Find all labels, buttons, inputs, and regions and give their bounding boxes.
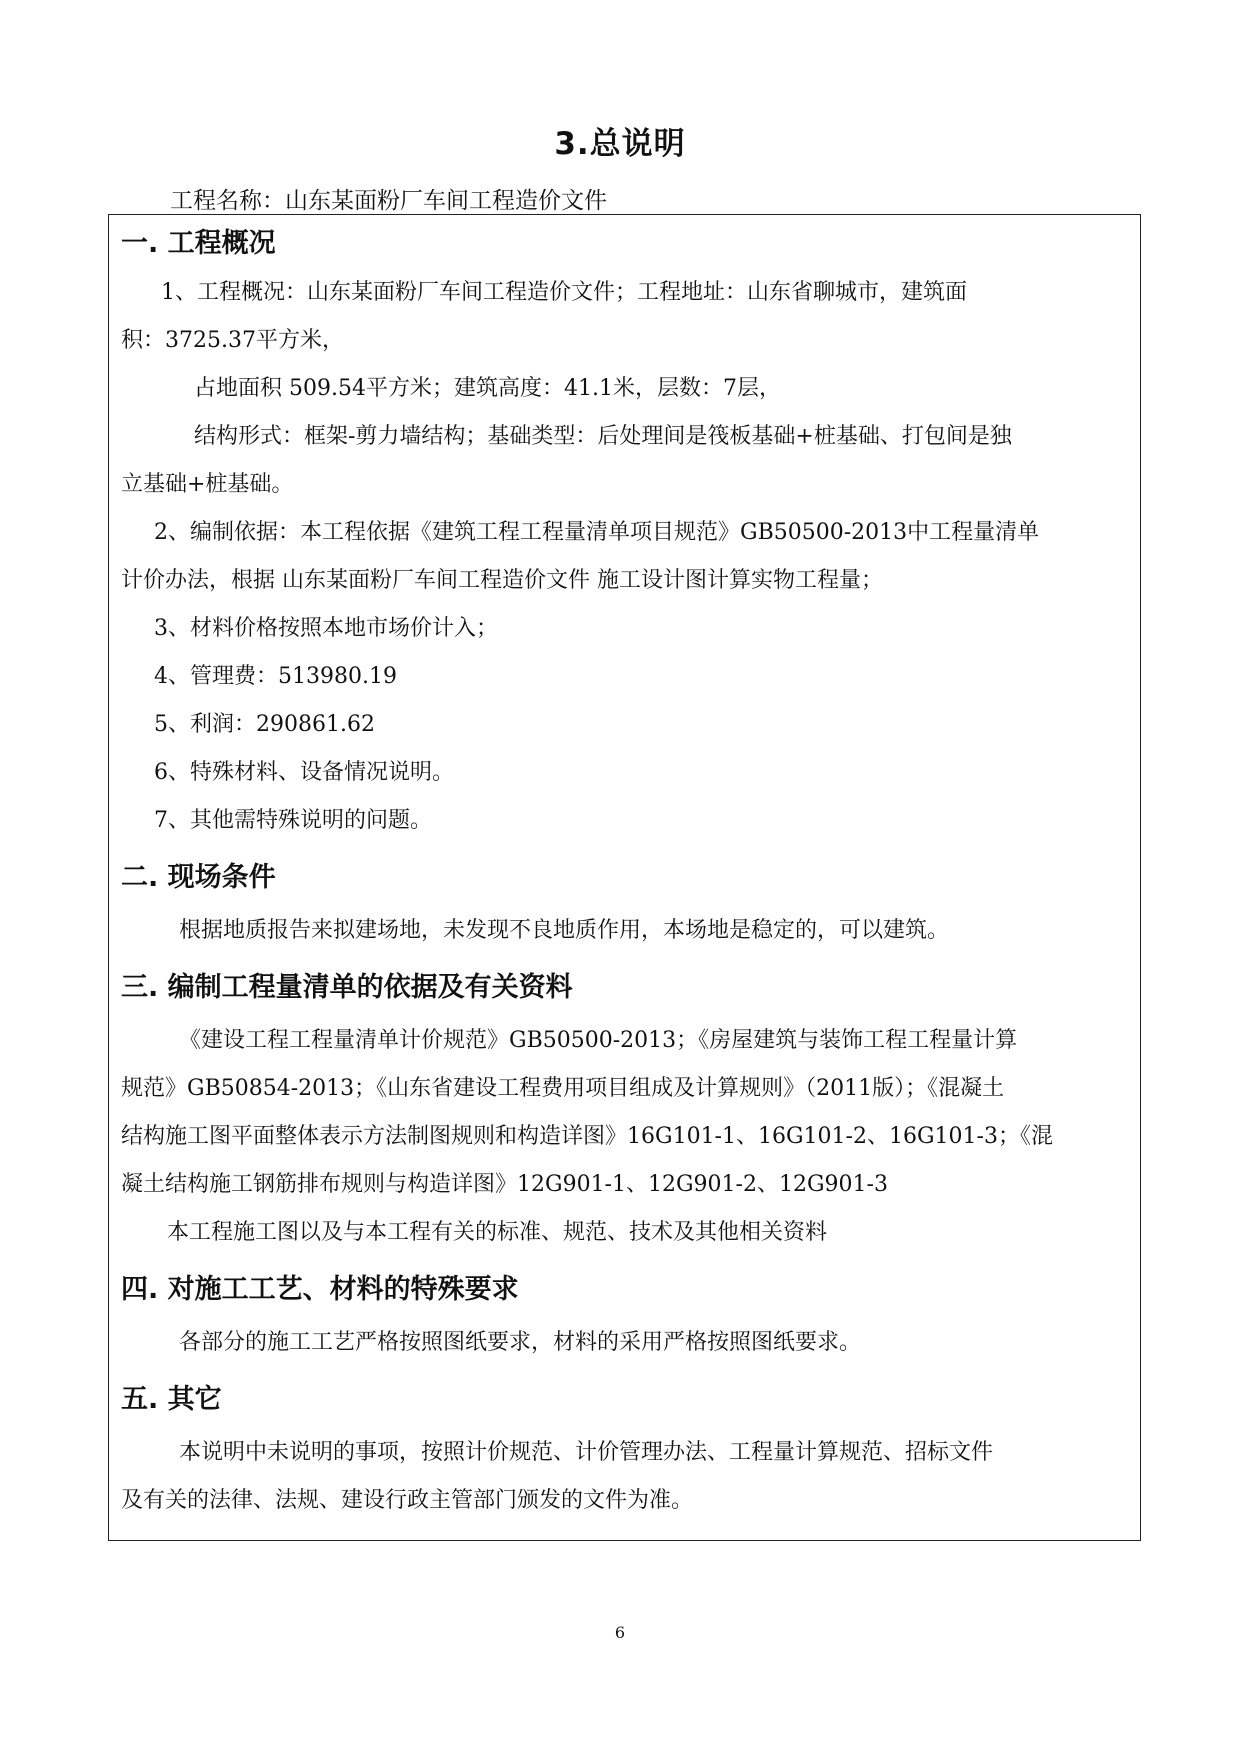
text-line: 3、材料价格按照本地市场价计入； (154, 616, 498, 641)
text-line: 5、利润：290861.62 (154, 712, 375, 737)
text-line: 积：3725.37平方米， (121, 328, 344, 353)
section-heading: 五. 其它 (121, 1384, 222, 1415)
text-line: 7、其他需特殊说明的问题。 (154, 808, 432, 833)
text-line: 规范》GB50854-2013；《山东省建设工程费用项目组成及计算规则》（2011版）；《混凝土 (121, 1076, 1005, 1101)
text-line: 1、工程概况：山东某面粉厂车间工程造价文件；工程地址：山东省聊城市，建筑面 (161, 280, 967, 305)
text-line: 本工程施工图以及与本工程有关的标准、规范、技术及其他相关资料 (167, 1220, 828, 1245)
text-line: 结构施工图平面整体表示方法制图规则和构造详图》16G101-1、16G101-2、16G101-3；《混 (121, 1124, 1053, 1149)
text-line: 立基础+桩基础。 (121, 472, 294, 497)
section-heading: 四. 对施工工艺、材料的特殊要求 (121, 1274, 519, 1305)
content-box (108, 214, 1141, 1541)
section-heading: 一. 工程概况 (121, 228, 276, 259)
page-title: 3.总说明 (554, 126, 686, 162)
text-line: 占地面积 509.54平方米；建筑高度：41.1米，层数：7层， (194, 376, 781, 401)
text-line: 6、特殊材料、设备情况说明。 (154, 760, 454, 785)
text-line: 2、编制依据：本工程依据《建筑工程工程量清单项目规范》GB50500-2013中工程量清单 (154, 520, 1040, 545)
text-line: 本说明中未说明的事项，按照计价规范、计价管理办法、工程量计算规范、招标文件 (179, 1440, 994, 1465)
section-heading: 二. 现场条件 (121, 862, 276, 893)
section-heading: 三. 编制工程量清单的依据及有关资料 (121, 972, 573, 1003)
text-line: 《建设工程工程量清单计价规范》GB50500-2013；《房屋建筑与装饰工程工程量计算 (179, 1028, 1018, 1053)
project-name-line: 工程名称：山东某面粉厂车间工程造价文件 (170, 188, 607, 214)
text-line: 凝土结构施工钢筋排布规则与构造详图》12G901-1、12G901-2、12G901-3 (121, 1172, 888, 1197)
text-line: 结构形式：框架-剪力墙结构；基础类型：后处理间是筏板基础+桩基础、打包间是独 (194, 424, 1012, 449)
text-line: 4、管理费：513980.19 (154, 664, 397, 689)
text-line: 及有关的法律、法规、建设行政主管部门颁发的文件为准。 (121, 1488, 694, 1513)
page-number: 6 (614, 1623, 626, 1642)
text-line: 根据地质报告来拟建场地，未发现不良地质作用，本场地是稳定的，可以建筑。 (179, 918, 950, 943)
text-line: 各部分的施工工艺严格按照图纸要求，材料的采用严格按照图纸要求。 (179, 1330, 862, 1355)
text-line: 计价办法，根据 山东某面粉厂车间工程造价文件 施工设计图计算实物工程量； (121, 568, 883, 593)
